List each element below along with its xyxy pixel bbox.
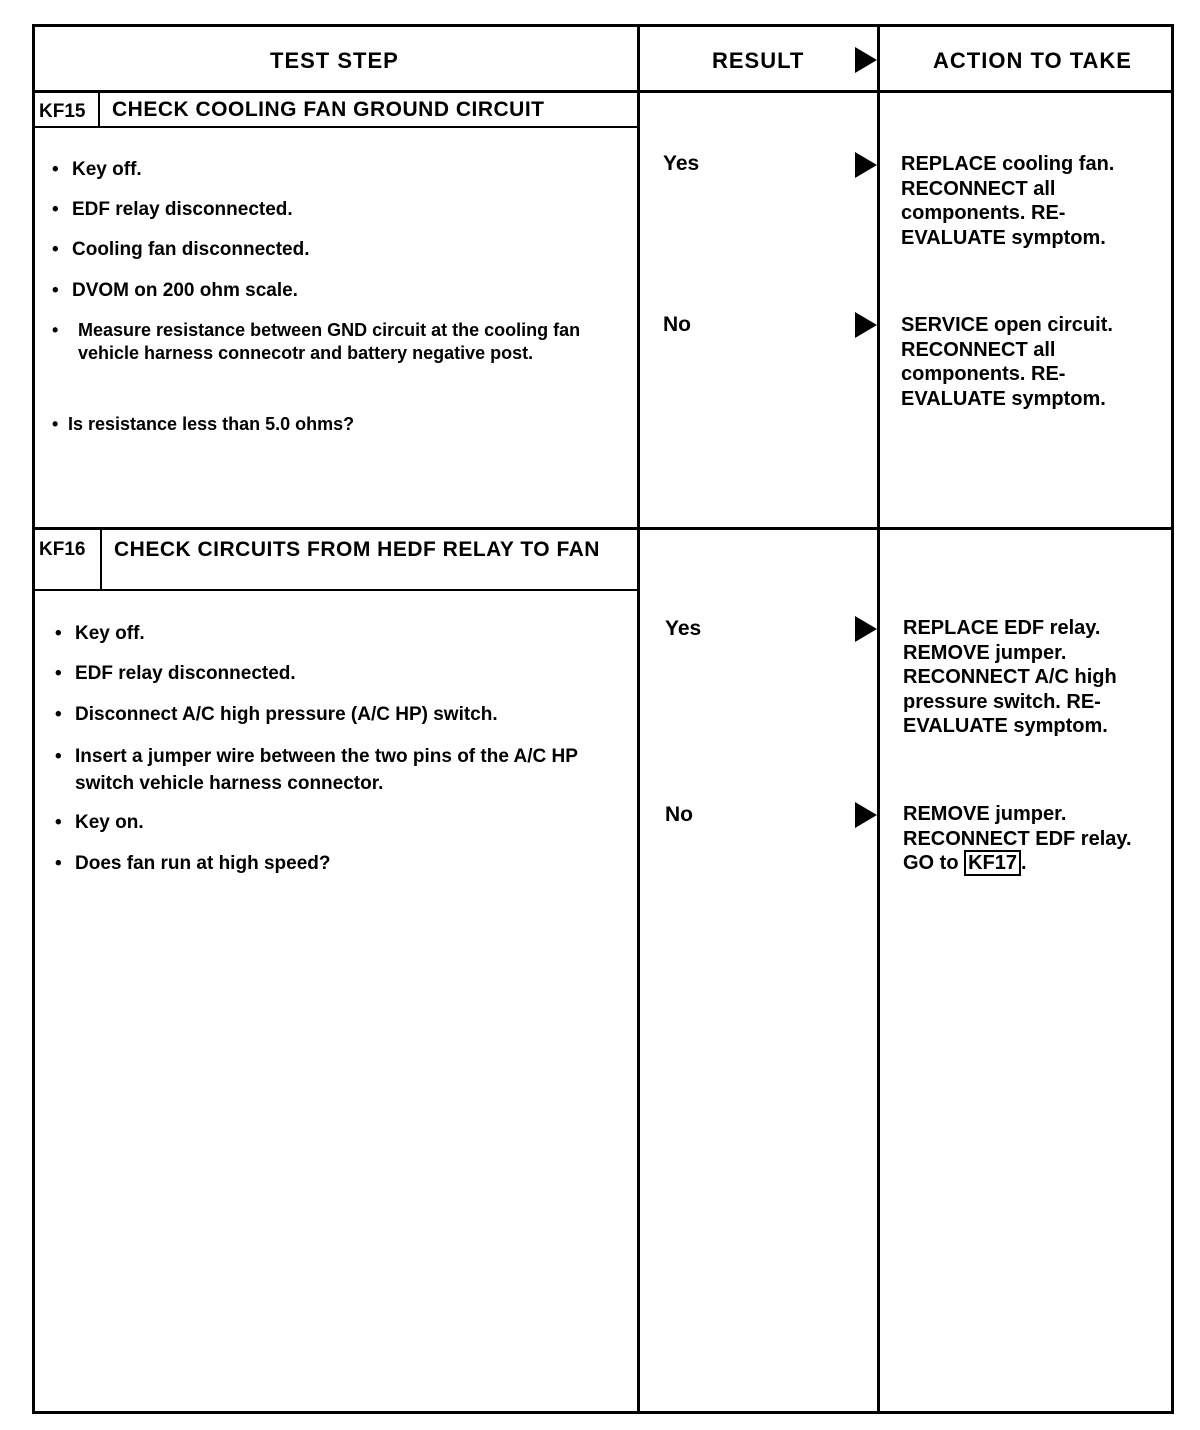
- action-text-suffix: .: [1021, 852, 1027, 874]
- table-border-bottom: [32, 1411, 1174, 1414]
- result-arrow-icon: [855, 152, 877, 178]
- header-result: RESULT: [712, 48, 805, 73]
- result-arrow-icon: [855, 802, 877, 828]
- header-action: ACTION TO TAKE: [933, 48, 1132, 73]
- step-title-underline: [32, 126, 637, 128]
- action-text: SERVICE open circuit. RECONNECT all components. RE-EVALUATE symptom.: [901, 314, 1113, 410]
- result-yes: Yes: [663, 152, 700, 175]
- table-border-right: [1171, 24, 1174, 1414]
- header-arrow-icon: [855, 47, 877, 73]
- result-yes: Yes: [665, 617, 702, 640]
- step-id-divider: [98, 93, 100, 127]
- header-test-step: TEST STEP: [270, 48, 399, 73]
- step-id: KF15: [39, 101, 86, 122]
- row-divider: [32, 527, 1174, 530]
- result-no: No: [663, 313, 691, 336]
- step-title: CHECK CIRCUITS FROM HEDF RELAY TO FAN: [114, 538, 600, 561]
- result-no: No: [665, 803, 693, 826]
- table-border-left: [32, 24, 35, 1414]
- column-divider-2: [877, 24, 880, 1414]
- result-arrow-icon: [855, 312, 877, 338]
- step-title: CHECK COOLING FAN GROUND CIRCUIT: [112, 98, 545, 121]
- step-reference-link[interactable]: KF17: [964, 850, 1021, 876]
- table-border-top: [32, 24, 1174, 27]
- action-text: REPLACE EDF relay. REMOVE jumper. RECONNECT A/C high pressure switch. RE-EVALUATE symptom.: [903, 617, 1117, 737]
- action-text: REPLACE cooling fan. RECONNECT all components. RE-EVALUATE symptom.: [901, 153, 1115, 249]
- action-text: [903, 802, 1165, 876]
- action-text-prefix: REMOVE jumper. RECONNECT EDF relay. GO to: [903, 803, 1132, 874]
- step-id-divider: [100, 530, 102, 590]
- step-id: KF16: [39, 539, 86, 560]
- column-divider-1: [637, 24, 640, 1414]
- result-arrow-icon: [855, 616, 877, 642]
- header-divider: [32, 90, 1174, 93]
- step-title-underline: [32, 589, 637, 591]
